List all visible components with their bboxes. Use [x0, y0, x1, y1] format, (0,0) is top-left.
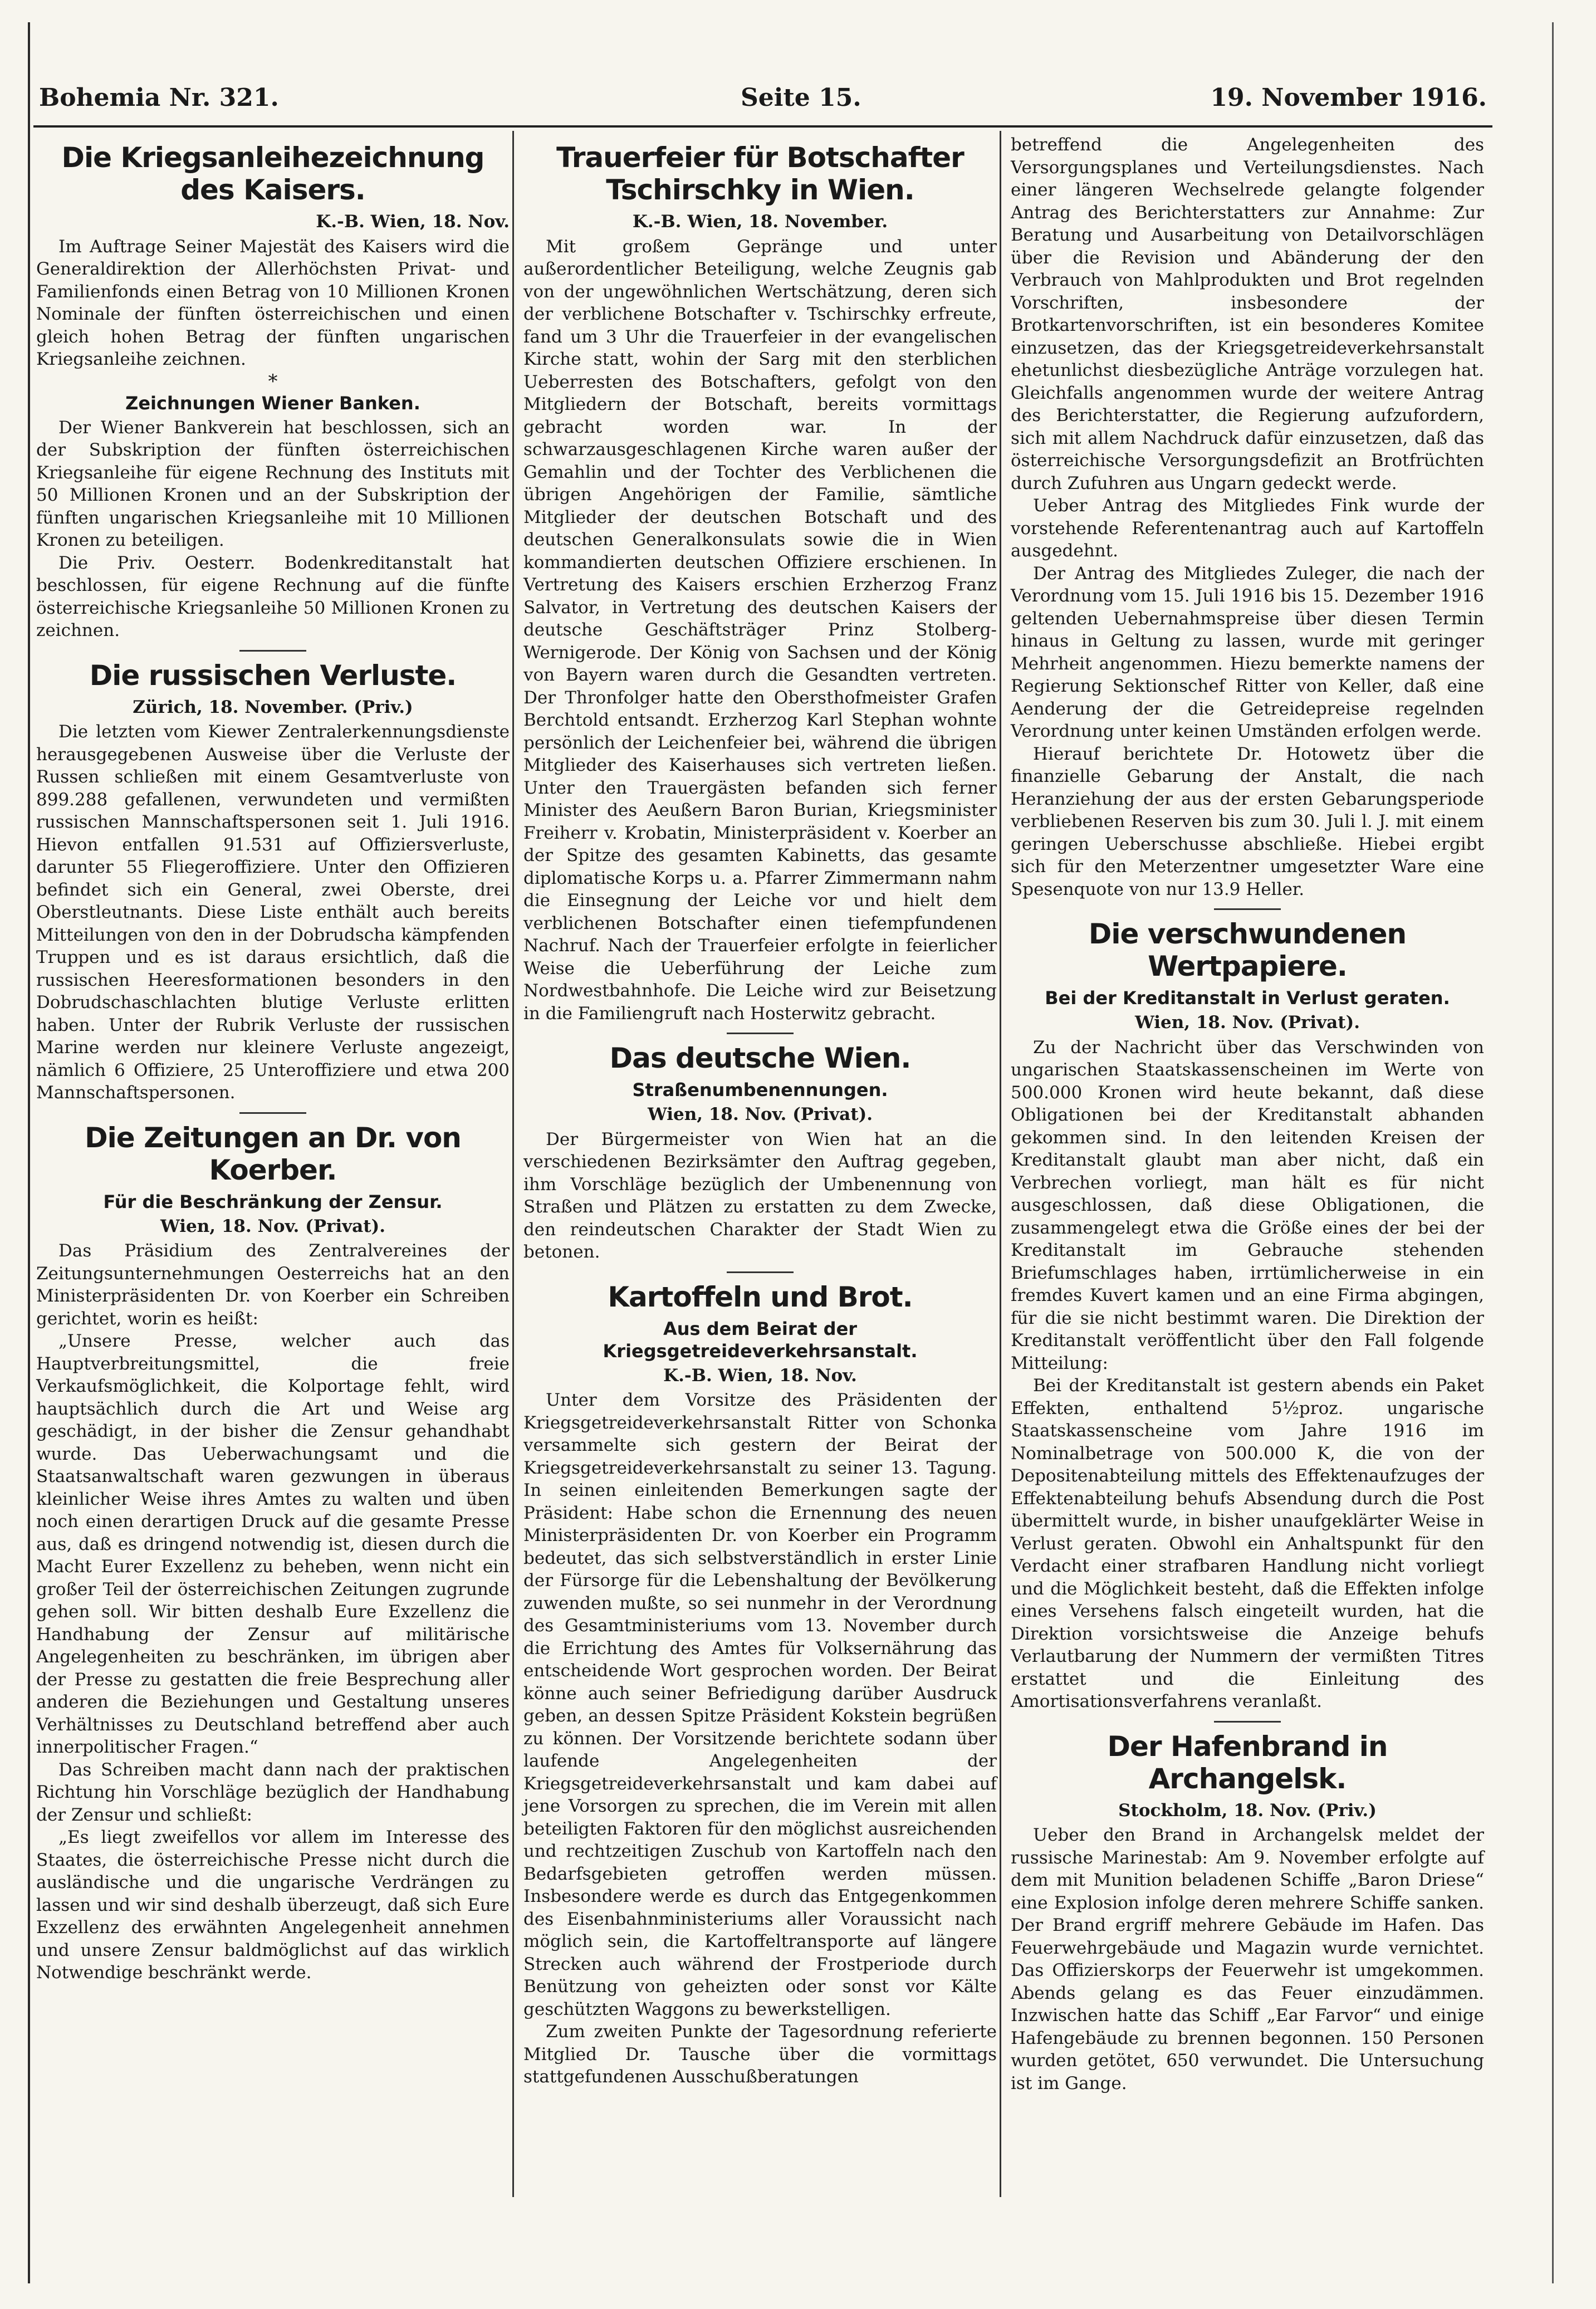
article-title: Trauerfeier für Botschafter Tschirschky in Wien. [556, 141, 964, 206]
article-title: Die Kriegsanleihezeichnung des Kaisers. [61, 141, 484, 206]
article-kartoffeln-brot [523, 1281, 997, 2088]
page-header [39, 84, 1487, 123]
article-separator [727, 1271, 794, 1273]
paragraph: Unter dem Vorsitze des Präsidenten der Kriegsgetreideverkehrsanstalt Ritter von Schonka versammelte sich gestern der Beirat der Kriegsgetreideverkehrsanstalt zu seiner 13. Tagung. In seinen einleitenden Bemerkungen sagte der Präsident: Habe schon die Ernennung des neuen Ministerpräsidenten Dr. von Koerber ein Programm bedeutet, das sich selbstverständlich in erster Linie der Fürsorge für die Lebenshaltung der Bevölkerung zuwenden mußte, so sei nunmehr in der Verordnung des Gesamtministeriums vom 13. November durch die Errichtung des Amtes für Volksernährung das entscheidende Wort gesprochen worden. Der Beirat könne auch seiner Befriedigung darüber Ausdruck geben, an dessen Spitze Präsident Kokstein begrüßen zu können. Der Vorsitzende berichtete sodann über laufende Angelegenheiten der Kriegsgetreideverkehrsanstalt und kam dabei auf jene Vorsorgen zu sprechen, die im Verein mit allen beteiligten Faktoren für den möglichst ausreichenden und rechtzeitigen Zuschub von Kartoffeln nach den Bedarfsgebieten getroffen werden müssen. Insbesondere werde es durch das Entgegenkommen des Eisenbahnministeriums aller Voraussicht nach möglich sein, die Kartoffeltransporte auf längere Strecken auch während der Frostperiode durch Benützung von geheizten oder sonst vor Kälte geschützten Waggons zu bewerkstelligen. [523, 1390, 997, 2019]
article-title: Die verschwundenen Wertpapiere. [1088, 918, 1407, 982]
article-deutsche-wien [523, 1042, 997, 1264]
issue-date: 19. November 1916. [1210, 84, 1487, 112]
article-russische-verluste [36, 659, 510, 1104]
column-3 [1011, 134, 1484, 2095]
article-trauerfeier-tschirschky [523, 141, 997, 1025]
article-title: Die russischen Verluste. [89, 659, 457, 692]
page-number: Seite 15. [741, 84, 861, 112]
column-rule-2 [1000, 131, 1001, 2197]
column-2 [523, 134, 997, 2088]
article-title: Der Hafenbrand in Archangelsk. [1107, 1730, 1388, 1795]
article-kriegsanleihe-kaiser [36, 141, 510, 642]
article-subtitle: Straßenumbenennungen. [632, 1079, 888, 1100]
paragraph: Zu der Nachricht über das Verschwinden von ungarischen Staatskassenscheinen im Werte von 500.000 Kronen wird heute bekannt, daß diese Obligationen bei der Kreditanstalt abhanden gekommen sind. In den leitenden Kreisen der Kreditanstalt glaubt man aber nicht, daß ein Verbrechen vorliegt, man hält es für nicht ausgeschlossen, daß diese Obligationen, die zusammengelegt etwa die Größe eines der bei der Kreditanstalt im Gebrauche stehenden Briefumschlages haben, irrtümlicherweise in ein fremdes Kuvert kamen und an eine Firma abgingen, für die sie nicht bestimmt waren. Die Direktion der Kreditanstalt veröffentlicht über den Fall folgende Mitteilung: [1011, 1037, 1484, 1373]
column-rule-1 [512, 131, 514, 2197]
paragraph: „Unsere Presse, welcher auch das Hauptverbreitungsmittel, die freie Verkaufsmöglichkeit, die Kolportage fehlt, wird hauptsächlich durch die Art und Weise arg geschädigt, in der bisher die Zensur gehandhabt wurde. Das Ueberwachungsamt und die Staatsanwaltschaft waren gezwungen in überaus kleinlicher Weise ihres Amtes zu walten und üben noch einen derartigen Druck auf die gesamte Presse aus, daß es dringend notwendig ist, diesen durch die Macht Eurer Exzellenz zu beheben, wenn nicht ein großer Teil der österreichischen Zeitungen zugrunde gehen soll. Wir bitten deshalb Eure Exzellenz die Handhabung der Zensur auf militärische Angelegenheiten zu beschränken, im übrigen aber der Presse zu gestatten die freie Besprechung aller anderen die Beziehungen und Gestaltung unseres Verhältnisses zu Deutschland betreffend aber auch innerpolitischer Fragen.“ [36, 1331, 510, 1757]
article-title: Das deutsche Wien. [609, 1042, 911, 1074]
article-separator [239, 1112, 306, 1114]
paragraph: Der Bürgermeister von Wien hat an die verschiedenen Bezirksämter den Auftrag gegeben, ihm Vorschläge bezüglich der Umbenennung von Straßen und Plätzen zu erstatten zu dem Zwecke, den reindeutschen Charakter der Stadt Wien zu betonen. [523, 1129, 997, 1262]
article-hafenbrand-archangelsk [1011, 1730, 1484, 2095]
dateline: Wien, 18. Nov. (Privat). [1134, 1012, 1360, 1033]
dateline: Stockholm, 18. Nov. (Priv.) [1118, 1800, 1377, 1821]
paragraph: „Es liegt zweifellos vor allem im Interesse des Staates, die österreichische Presse nicht durch die ausländische und die ungarische Verdrängen zu lassen und wir sind deshalb überzeugt, daß sich Eure Exzellenz des erwähnten Angelegenheit annehmen und unsere Zensur baldmöglichst auf das wirklich Notwendige beschränkt werde. [36, 1827, 510, 1983]
paragraph: Hierauf berichtete Dr. Hotowetz über die finanzielle Gebarung der Anstalt, die nach Heranziehung der aus der ersten Gebarungsperiode verbliebenen Reserven bis zum 30. Juli l. J. mit einem geringen Ueberschusse abschließe. Hiebei ergibt sich für den Meterzentner umgesetzter Ware eine Spesenquote von nur 13.9 Heller. [1011, 743, 1484, 899]
paragraph: Bei der Kreditanstalt ist gestern abends ein Paket Effekten, enthaltend 5½proz. ungarische Staatskassenscheine vom Jahre 1916 im Nominalbetrage von 500.000 K, die von der Depositenabteilung mittels des Effektenaufzuges der Effektenabteilung behufs Absendung durch die Post übermittelt wurde, in bisher unaufgeklärter Weise in Verlust geraten. Obwohl ein Anhaltspunkt für den Verdacht einer strafbaren Handlung nicht vorliegt und die Möglichkeit besteht, daß die Effekten infolge eines Versehens falsch eingeteilt wurden, hat die Direktion vorsichtsweise die Anzeige behufs Verlautbarung der Nummern der vermißten Titres erstattet und die Einleitung des Amortisationsverfahrens veranlaßt. [1011, 1376, 1484, 1711]
article-separator [239, 650, 306, 652]
paragraph: Zum zweiten Punkte der Tagesordnung referierte Mitglied Dr. Tausche über die vormittags stattgefundenen Ausschußberatungen [523, 2022, 997, 2087]
article-zeitungen-koerber [36, 1122, 510, 1984]
article-subtitle: Aus dem Beirat der Kriegsgetreideverkehrsanstalt. [603, 1318, 918, 1362]
issue-number: Bohemia Nr. 321. [39, 84, 279, 112]
paragraph: Die letzten vom Kiewer Zentralerkennungsdienste herausgegebenen Ausweise über die Verluste der Russen schließen mit einem Gesamtverluste von 899.288 gefallenen, verwundeten und vermißten russischen Mannschaftspersonen seit 1. Juli 1916. Hievon entfallen 91.531 auf Offiziersverluste, darunter 55 Fliegeroffiziere. Unter den Offizieren befindet sich ein General, zwei Oberste, drei Oberstleutnants. Diese Liste enthält auch bereits Mitteilungen von den in der Dobrudscha kämpfenden Truppen und es ist daraus ersichtlich, daß die russischen Heeresformationen besonders in den Dobrudschaschlachten blutige Verluste erlitten haben. Unter der Rubrik Verluste der russischen Marine werden nur kleinere Verluste angezeigt, nämlich 6 Offiziere, 25 Unteroffiziere und etwa 200 Mannschaftspersonen. [36, 722, 510, 1103]
article-separator [727, 1033, 794, 1034]
article-subtitle: Für die Beschränkung der Zensur. [103, 1191, 443, 1212]
paragraph: Mit großem Gepränge und unter außerordentlicher Beteiligung, welche Zeugnis gab von der ungewöhnlichen Wertschätzung, deren sich der verblichene Botschafter v. Tschirschky erfreute, fand um 3 Uhr die Trauerfeier in der evangelischen Kirche statt, wohin der Sarg mit den sterblichen Ueberresten des Botschafters, gefolgt von den Mitgliedern der Botschaft, bereits vormittags gebracht worden war. In der schwarzausgeschlagenen Kirche waren außer der Gemahlin und der Tochter des Verblichenen die übrigen Angehörigen der Familie, sämtliche Mitglieder der deutschen Botschaft und des deutschen Generalkonsulats sowie die in Wien kommandierten deutschen Offiziere erschienen. In Vertretung des Kaisers erschien Erzherzog Franz Salvator, in Vertretung des deutschen Kaisers der deutsche Geschäftsträger Prinz Stolberg-Wernigerode. Der König von Sachsen und der König von Bayern waren durch die Gesandten vertreten. Der Thronfolger hatte den Obersthofmeister Grafen Berchtold entsandt. Erzherzog Karl Stephan wohnte persönlich der Leichenfeier bei, während die übrigen Mitglieder des Kaiserhauses sich vertreten ließen. Unter den Trauergästen befanden sich ferner Minister des Aeußern Baron Burian, Kriegsminister Freiherr v. Krobatin, Ministerpräsident v. Koerber an der Spitze des gesamten Kabinetts, das gesamte diplomatische Korps u. a. Pfarrer Zimmermann nahm die Einsegnung der Leiche vor und hielt dem verblichenen Botschafter einen tiefempfundenen Nachruf. Nach der Trauerfeier erfolgte in feierlicher Weise die Ueberführung der Leiche zum Nordwestbahnhofe. Die Leiche wird zur Beisetzung in die Familiengruft nach Hosterwitz gebracht. [523, 236, 997, 1024]
paragraph: Der Wiener Bankverein hat beschlossen, sich an der Subskription der fünften österreichischen Kriegsanleihe für eigene Rechnung des Instituts mit 50 Millionen Kronen und an der Subskription der fünften ungarischen Kriegsanleihe mit 10 Millionen Kronen zu beteiligen. [36, 417, 510, 550]
paragraph: Im Auftrage Seiner Majestät des Kaisers wird die Generaldirektion der Allerhöchsten Privat- und Familienfonds einen Betrag von 10 Millionen Kronen Nominale der fünften österreichischen und einen gleich hohen Betrag der fünften ungarischen Kriegsanleihe zeichnen. [36, 236, 510, 369]
paragraph: Das Schreiben macht dann nach der praktischen Richtung hin Vorschläge bezüglich der Handhabung der Zensur und schließt: [36, 1759, 510, 1825]
article-subtitle: Zeichnungen Wiener Banken. [125, 392, 420, 414]
paragraph: Die Priv. Oesterr. Bodenkreditanstalt hat beschlossen, für eigene Rechnung auf die fünfte österreichische Kriegsanleihe 50 Millionen Kronen zu zeichnen. [36, 552, 510, 640]
paragraph: Das Präsidium des Zentralvereines der Zeitungsunternehmungen Oesterreichs hat an den Ministerpräsidenten Dr. von Koerber ein Schreiben gerichtet, worin es heißt: [36, 1241, 510, 1329]
dateline: K.-B. Wien, 18. Nov. [316, 212, 510, 232]
article-verschwundene-wertpapiere [1011, 918, 1484, 1713]
dateline: K.-B. Wien, 18. Nov. [663, 1365, 857, 1386]
dateline: Wien, 18. Nov. (Privat). [160, 1216, 386, 1236]
dateline: Wien, 18. Nov. (Privat). [647, 1104, 873, 1124]
dateline: Zürich, 18. November. (Priv.) [133, 697, 413, 717]
header-rule [33, 125, 1492, 128]
article-subtitle: Bei der Kreditanstalt in Verlust geraten. [1045, 987, 1450, 1009]
article-separator [1214, 908, 1281, 910]
article-title: Kartoffeln und Brot. [608, 1280, 913, 1313]
paragraph: Der Antrag des Mitgliedes Zuleger, die nach der Verordnung vom 15. Juli 1916 bis 15. Dezember 1916 geltenden Uebernahmspreise über diesen Termin hinaus in Geltung zu lassen, wurde mit geringer Mehrheit angenommen. Hiezu bemerkte namens der Regierung Sektionschef Ritter von Keller, daß eine Aenderung der die Getreidepreise regelnden Verordnung unter keinen Umständen erfolgen werde. [1011, 563, 1484, 741]
article-kartoffeln-brot-continued [1011, 134, 1484, 901]
paragraph: Ueber Antrag des Mitgliedes Fink wurde der vorstehende Referentenantrag auch auf Kartoffeln ausgedehnt. [1011, 496, 1484, 561]
asterisk-divider: * [268, 370, 278, 393]
paragraph: betreffend die Angelegenheiten des Versorgungsplanes und Verteilungsdienstes. Nach einer längeren Wechselrede gelangte folgender Antrag des Berichterstatters zur Annahme: Zur Beratung und Ausarbeitung von Detailvorschlägen über die Revision und Abänderung der den Verbrauch von Mahlprodukten und Brot regelnden Vorschriften, insbesondere der Brotkartenvorschriften, ist ein besonderes Komitee einzusetzen, das der Kriegsgetreideverkehrsanstalt ehetunlichst diesbezügliche Anträge vorzulegen hat. Gleichfalls angenommen wurde der weitere Antrag des Berichterstatter, die Regierung aufzufordern, sich mit allem Nachdruck dafür einzusetzen, daß das österreichische Versorgungsdefizit an Brotfrüchten durch Zufuhren aus Ungarn gedeckt werde. [1011, 135, 1484, 493]
article-separator [1214, 1721, 1281, 1723]
dateline: K.-B. Wien, 18. November. [632, 212, 888, 232]
paragraph: Ueber den Brand in Archangelsk meldet der russische Marinestab: Am 9. November erfolgte auf dem mit Munition beladenen Schiffe „Baron Driese“ eine Explosion infolge deren mehrere Schiffe sanken. Der Brand ergriff mehrere Gebäude im Hafen. Das Feuerwehrgebäude und Magazin wurde vernichtet. Das Offizierskorps der Feuerwehr ist umgekommen. Abends gelang es das Feuer einzudämmen. Inzwischen hatte das Schiff „Ear Farvor“ und einige Hafengebäude zu brennen begonnen. 150 Personen wurden getötet, 650 verwundet. Die Untersuchung ist im Gange. [1011, 1825, 1484, 2093]
article-title: Die Zeitungen an Dr. von Koerber. [85, 1121, 461, 1186]
column-1 [36, 134, 510, 1984]
